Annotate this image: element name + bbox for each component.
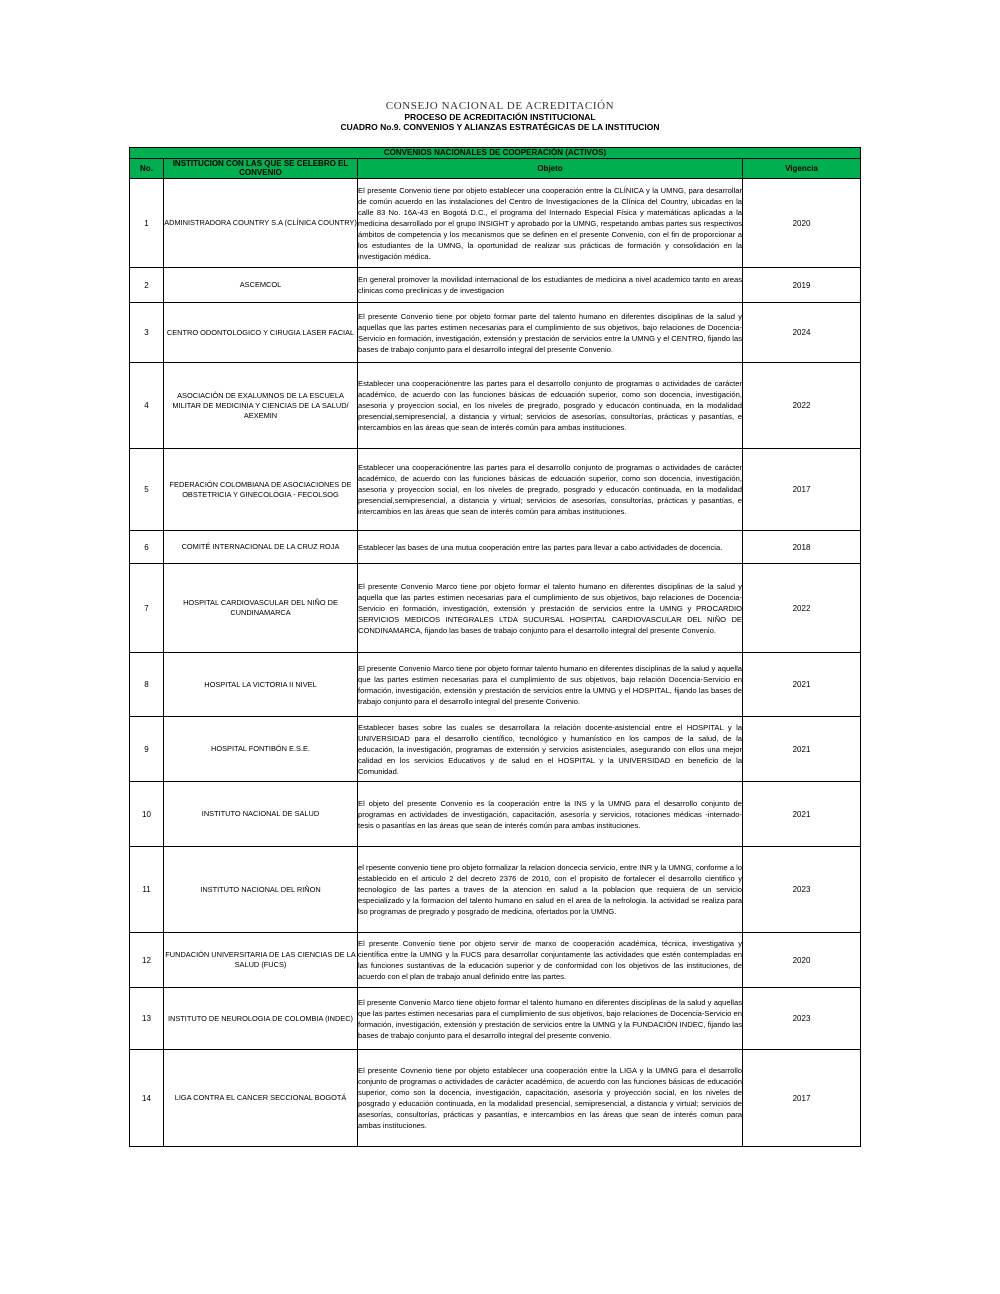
col-header-no: No.: [130, 159, 164, 179]
row-validity: 2024: [743, 303, 861, 363]
row-objective: Establecer bases sobre las cuales se desarrollara la relación docente-asistencial entre el HOSPITAL y la UNIVERSIDAD para el desarrollo científico, tecnológico y humanístico en los campos de la salud, de la educación, la investigación, programas de extensión y servicios asistenciales, asegurando con ellos una mejor calidad en los servicios Educativos y de salud en el HOSPITAL y la UNIVERSIDAD en beneficio de la Comunidad.: [358, 717, 743, 782]
row-objective: El presente Convenio Marco tiene por objeto formar talento humano en diferentes disciplinas de la salud y aquella que las partes estimen necesarias para el cumplimiento de sus objetivos, bajo relación Docencia-Servicio en formación, investigación, extensión y prestación de servicios entre la UMNG y el HOSPITAL, fijando las bases de trabajo conjunto para el desarrollo integral del presente Convenio.: [358, 653, 743, 717]
row-validity: 2021: [743, 653, 861, 717]
row-objective: Establecer una cooperaciónentre las partes para el desarrollo conjunto de programas o actividades de carácter académico, de acuerdo con las funciones básicas de edcuación superior, como son docencia, investigación, asesoria y proyeccion social, en los niveles de pregrado, posgrado y educacón continuada, en la modalidad presencial,semipresencial, a distancia y virtual; servicios de asesorías, consultorías, prácticas y pasantías, e intercambios en las áreas que sean de interés común para ambas instituciones.: [358, 363, 743, 449]
row-institution: CENTRO ODONTOLOGICO Y CIRUGIA LASER FACIAL: [164, 303, 358, 363]
table-title: CONVENIOS NACIONALES DE COOPERACIÓN (ACTIVOS): [130, 148, 861, 159]
table-row: [130, 717, 861, 782]
row-number: 1: [130, 179, 164, 268]
row-validity: 2019: [743, 268, 861, 303]
table-caption: CUADRO No.9. CONVENIOS Y ALIANZAS ESTRATÉGICAS DE LA INSTITUCION: [340, 122, 660, 132]
row-validity: 2023: [743, 847, 861, 933]
row-objective: El presente Convenio tiene por objeto establecer una cooperación entre la CLÍNICA y la UMNG, para desarrollar de común acuerdo en las instalaciones del Centro de Investigaciones de la Clínica del Country, ubicadas en la calle 83 No. 16A-43 en Bogotá D.C., el programa del Internado Especial Física y matemáticas aplicadas a la medicina desarrollado por el grupo INSIGHT y aprobado por la UMNG, respetando ambas partes sus respectivos ámbitos de competencia y los mecanismos que se definen en el presente Convenio, con el fin de proporcionar a los estudiantes de la UMNG, la oportunidad de realizar sus prácticas de formación y consolidación en la investigación médica.: [358, 179, 743, 268]
table-row: [130, 268, 861, 303]
row-validity: 2018: [743, 531, 861, 564]
col-header-institution: [164, 159, 358, 179]
row-institution: HOSPITAL LA VICTORIA II NIVEL: [164, 653, 358, 717]
row-validity: 2020: [743, 933, 861, 988]
row-validity: 2022: [743, 564, 861, 653]
row-institution: ASCEMCOL: [164, 268, 358, 303]
row-number: 6: [130, 531, 164, 564]
row-number: 9: [130, 717, 164, 782]
row-institution: ASOCIACIÓN DE EXALUMNOS DE LA ESCUELA MILITAR DE MEDICINIA Y CIENCIAS DE LA SALUD/ AEXEMIN: [164, 363, 358, 449]
row-institution: INSTITUTO DE NEUROLOGIA DE COLOMBIA (INDEC): [164, 988, 358, 1050]
table-row: [130, 988, 861, 1050]
row-number: 13: [130, 988, 164, 1050]
row-institution: COMITÉ INTERNACIONAL DE LA CRUZ ROJA: [164, 531, 358, 564]
row-number: 7: [130, 564, 164, 653]
row-number: 2: [130, 268, 164, 303]
row-objective: el rpesente convenio tiene pro objeto formalizar la relacion doncecia servicio, entre INR y la UMNG, conforme a lo establecido en el articulo 2 del decreto 2376 de 2010, con el propisito de fortalecer el desarrollo cientifico y tecnologico de las partes a traves de la atencion en salud a la poblacion que requiera de un servicio especializado y la formacion del talento humano en salud en el area de la nefrologia. la actividad se realiza para lso programas de pregrado y posgrado de medicina, ofertados por la UMNG.: [358, 847, 743, 933]
row-institution: INSTITUTO NACIONAL DE SALUD: [164, 782, 358, 847]
table-row: [130, 847, 861, 933]
agreements-table: [129, 147, 861, 1147]
row-institution: FEDERACIÓN COLOMBIANA DE ASOCIACIONES DE OBSTETRICIA Y GINECOLOGIA - FECOLSOG: [164, 449, 358, 531]
table-row: [130, 1050, 861, 1147]
table-row: [130, 179, 861, 268]
row-institution: HOSPITAL CARDIOVASCULAR DEL NIÑO DE CUNDINAMARCA: [164, 564, 358, 653]
row-validity: 2023: [743, 988, 861, 1050]
process-title: PROCESO DE ACREDITACIÓN INSTITUCIONAL: [404, 112, 596, 122]
table-row: [130, 933, 861, 988]
row-objective: En general promover la movilidad internacional de los estudiantes de medicina a nivel academico tanto en areas clinicas como preclinicas y de investigacion: [358, 268, 743, 303]
council-name: CONSEJO NACIONAL DE ACREDITACIÓN: [385, 100, 615, 112]
row-institution: FUNDACIÓN UNIVERSITARIA DE LAS CIENCIAS DE LA SALUD (FUCS): [164, 933, 358, 988]
table-row: [130, 564, 861, 653]
row-objective: El presente Convenio tiene por objeto servir de marxo de cooperación académica, técnica, investigativa y científica entre la UMNG y la FUCS para desarrollar conjuntamente las actividades que estén contempladas en las funciones sustantivas de la educación superior y de conformidad con los objetivos de las instituciones, de acuerdo con el plan de trabajo anual definido entre las partes.: [358, 933, 743, 988]
table-row: [130, 303, 861, 363]
row-objective: El presente Covnenio tiene por objeto establecer una cooperación entre la LIGA y la UMNG para el desarrollo conjunto de programas o actividades de carácter académico, de acuerdo con las funciones básicas de educación superior, como son la docencia, investigación, capacitación, asesoría y proyección social, en los niveles de posgrado y educación continuada, en la modalidad presencial, semipresencial, a distancia y virtual; servicios de asesorías, consultorías, prácticas y pasantías, e intercambios en las áreas que sean de interés comun para ambas instituciones.: [358, 1050, 743, 1147]
row-institution: INSTITUTO NACIONAL DEL RIÑON: [164, 847, 358, 933]
row-validity: 2022: [743, 363, 861, 449]
row-objective: El objeto del presente Convenio es la cooperación entre la INS y la UMNG para el desarrollo conjunto de programas en actividades de investigación, capacitación, asesoría y servicios, rotaciones médicas -internado-tesis o pasantías en las áreas que sean de interés común para ambas instituciones.: [358, 782, 743, 847]
row-number: 5: [130, 449, 164, 531]
row-validity: 2021: [743, 717, 861, 782]
row-validity: 2017: [743, 1050, 861, 1147]
column-header-row: [130, 159, 861, 179]
row-institution: ADMINISTRADORA COUNTRY S.A (CLÍNICA COUNTRY): [164, 179, 358, 268]
table-title-row: [130, 148, 861, 159]
table-row: [130, 363, 861, 449]
row-validity: 2020: [743, 179, 861, 268]
row-number: 8: [130, 653, 164, 717]
row-number: 14: [130, 1050, 164, 1147]
row-number: 10: [130, 782, 164, 847]
row-institution: HOSPITAL FONTIBÓN E.S.E.: [164, 717, 358, 782]
col-header-objective: Objeto: [358, 159, 743, 179]
row-validity: 2017: [743, 449, 861, 531]
col-header-institution-label: INSTITUCION CON LAS QUE SE CELEBRO EL CONVENIO: [172, 159, 349, 177]
col-header-validity: Vigencia: [743, 159, 861, 179]
row-validity: 2021: [743, 782, 861, 847]
row-number: 3: [130, 303, 164, 363]
table-row: [130, 531, 861, 564]
row-objective: Establecer una cooperaciónentre las partes para el desarrollo conjunto de programas o actividades de carácter académico, de acuerdo con las funciones básicas de edcuación superior, como son docencia, investigación, asesoria y proyeccion social, en los niveles de pregrado, posgrado y educacón continuada, en la modalidad presencial,semipresencial, a distancia y virtual; servicios de asesorías, consultorías, prácticas y pasantías, e intercambios en las áreas que sean de interés común para ambas instituciones.: [358, 449, 743, 531]
row-number: 11: [130, 847, 164, 933]
row-number: 4: [130, 363, 164, 449]
row-objective: El presente Convenio tiene por objeto formar parte del talento humano en diferentes disciplinas de la salud y aquellas que las partes estimen necesarias para el cumplimiento de sus objetivos, bajo relaciones de Docencia- Servicio en formación, investigación, extensión y prestación de servicios entre la UMNG y el CENTRO, fijando las bases de trabajo conjunto para el desarrollo integral del presente Convenio.: [358, 303, 743, 363]
row-objective: El presente Convenio Marco tiene objeto formar el talento humano en diferentes disciplinas de la salud y aquellas que las partes estimen necesarias para el cumplimiento de sus objetivos, bajo relaciones de Docencia-Servicio en formación, investigación, extensión y prestación de servicios entre la UMNG y la FUNDACIÓN INDEC, fijando las bases de trabajo conjunto para el desarrollo integral del presente convenio.: [358, 988, 743, 1050]
row-institution: LIGA CONTRA EL CANCER SECCIONAL BOGOTÁ: [164, 1050, 358, 1147]
table-row: [130, 782, 861, 847]
row-number: 12: [130, 933, 164, 988]
table-row: [130, 449, 861, 531]
document-header: [0, 100, 1000, 132]
row-objective: Establecer las bases de una mutua cooperación entre las partes para llevar a cabo actividades de docencia.: [358, 531, 743, 564]
table-row: [130, 653, 861, 717]
row-objective: El presente Convenio Marco tiene por objeto formar el talento humano en diferentes disciplinas de la salud y aquella que las partes estimen necesarias para el cumplimiento de sus objetivos, bajo relaciones de Docencia-Servicio en formación, investigación, extensión y prestación de servicios entre la UMNG y PROCARDIO SERVICIOS MEDICOS INTEGRALES LTDA SUCURSAL HOSPITAL CARDIOVASCULAR DEL NIÑO DE CONDINAMARCA, fijando las bases de trabajo conjunto para el desarrollo integral del presente Convenio.: [358, 564, 743, 653]
